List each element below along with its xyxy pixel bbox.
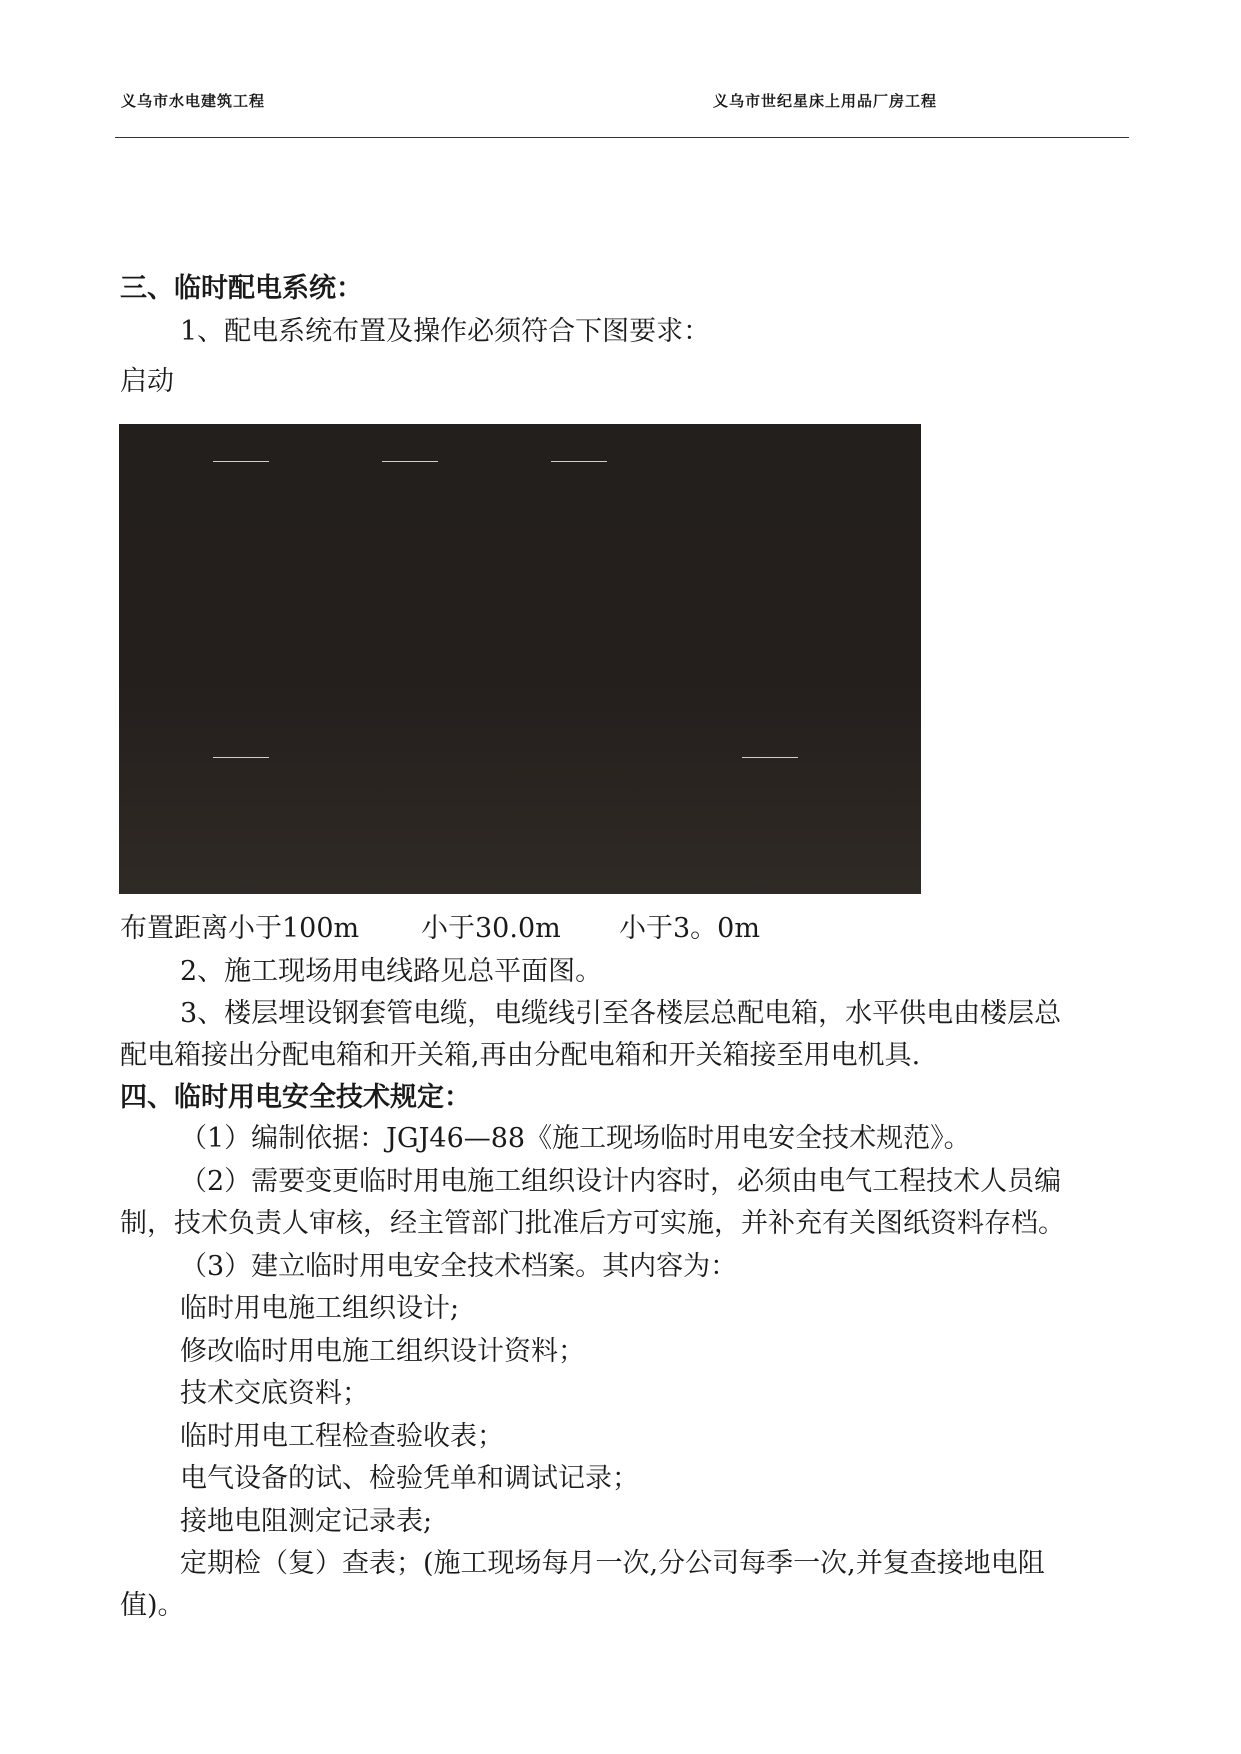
page-header-right: 义乌市世纪星床上用品厂房工程 [713, 92, 938, 110]
section3-item3-line1: 3、楼层埋设钢套管电缆，电缆线引至各楼层总配电箱，水平供电由楼层总 [180, 998, 1062, 1029]
section4-last-line1: 定期检（复）查表；(施工现场每月一次,分公司每季一次,并复查接地电阻 [180, 1548, 1045, 1579]
list-item: 临时用电施工组织设计; [180, 1293, 460, 1324]
list-item: 电气设备的试、检验凭单和调试记录； [180, 1463, 639, 1494]
header-rule [115, 137, 1129, 138]
list-item: 修改临时用电施工组织设计资料； [180, 1336, 585, 1367]
diagram-line [213, 461, 269, 462]
diagram-line [382, 461, 438, 462]
page-header-left: 义乌市水电建筑工程 [121, 92, 266, 110]
section4-p2-line1: （2）需要变更临时用电施工组织设计内容时，必须由电气工程技术人员编 [180, 1166, 1062, 1197]
section3-item3-line2: 配电箱接出分配电箱和开关箱,再由分配电箱和开关箱接至用电机具. [120, 1040, 921, 1071]
diagram-line [742, 757, 798, 758]
diagram-line [551, 461, 607, 462]
list-item: 临时用电工程检查验收表； [180, 1421, 504, 1452]
list-item: 接地电阻测定记录表; [180, 1506, 433, 1537]
list-item: 技术交底资料； [180, 1378, 369, 1409]
section4-p3: （3）建立临时用电安全技术档案。其内容为： [180, 1251, 738, 1282]
section4-title: 四、临时用电安全技术规定： [120, 1082, 471, 1113]
section4-p2-line2: 制，技术负责人审核，经主管部门批准后方可实施，并补充有关图纸资料存档。 [120, 1208, 1065, 1239]
section3-item1: 1、配电系统布置及操作必须符合下图要求： [180, 316, 711, 347]
start-label: 启动 [120, 366, 174, 397]
less-than-30-label: 小于30.0m [421, 913, 561, 944]
distance-label: 布置距离小于100m [120, 913, 360, 944]
diagram-line [213, 757, 269, 758]
section4-p1: （1）编制依据：JGJ46—88《施工现场临时用电安全技术规范》。 [180, 1123, 971, 1154]
section3-item2: 2、施工现场用电线路见总平面图。 [180, 956, 603, 987]
section4-last-line2: 值)。 [120, 1590, 185, 1621]
section3-title: 三、临时配电系统： [120, 273, 363, 304]
less-than-3-label: 小于3。0m [619, 913, 760, 944]
distribution-diagram [119, 424, 921, 894]
